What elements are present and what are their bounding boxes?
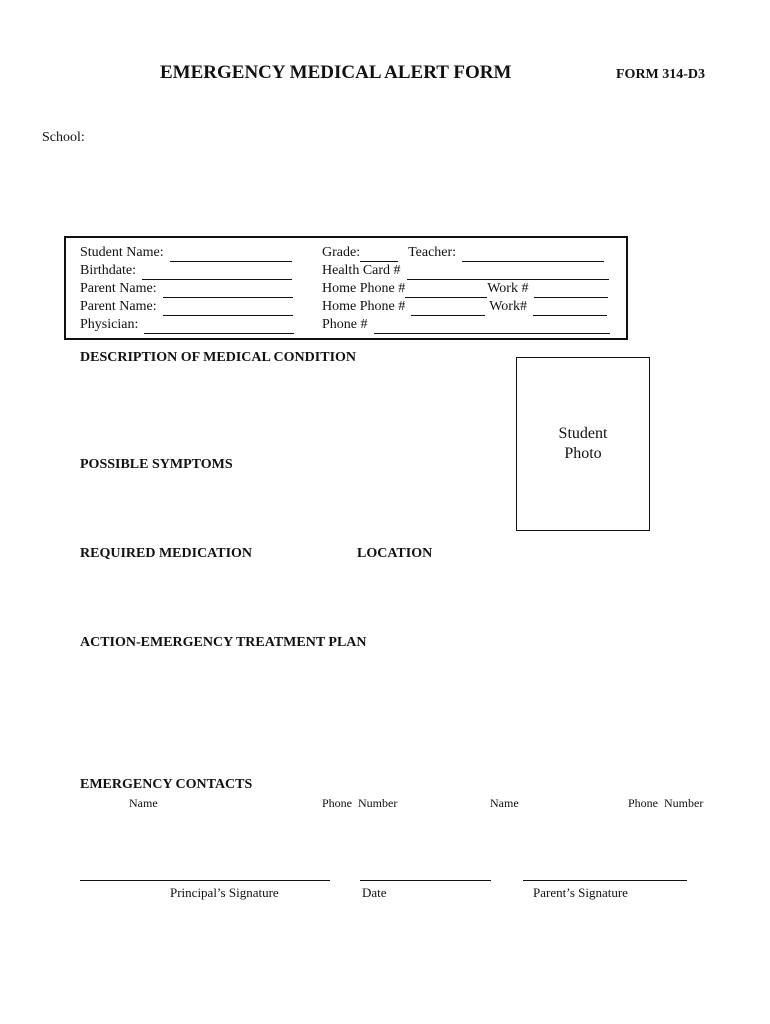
student-photo-box (516, 357, 650, 531)
section-medication: REQUIRED MEDICATION (80, 546, 253, 561)
physician-label: Physician: (80, 317, 139, 332)
phone-label: Phone # (322, 317, 368, 332)
home-phone-2-field[interactable] (322, 298, 610, 316)
photo-label-line1: Student (558, 425, 608, 442)
grade-label: Grade: (322, 245, 361, 260)
student-info-box (64, 236, 628, 340)
section-location: LOCATION (357, 546, 433, 561)
contact-name-1-header: Name (129, 796, 158, 810)
work-1-line[interactable] (534, 284, 608, 298)
home-phone-1-field[interactable] (322, 280, 610, 298)
photo-label-line2: Photo (564, 445, 602, 462)
student-name-line[interactable] (170, 248, 292, 262)
health-card-label: Health Card # (322, 263, 401, 278)
contact-phone-2-header: Phone Number (628, 796, 704, 810)
teacher-line[interactable] (462, 248, 604, 262)
principal-signature-label: Principal’s Signature (170, 885, 279, 900)
date-label: Date (362, 885, 387, 900)
health-card-field[interactable] (322, 262, 610, 280)
physician-field[interactable] (80, 316, 294, 334)
parent-name-2-label: Parent Name: (80, 299, 157, 314)
teacher-label: Teacher: (408, 245, 457, 260)
form-title: EMERGENCY MEDICAL ALERT FORM (160, 62, 512, 83)
parent-name-2-line[interactable] (163, 302, 293, 316)
student-info-left-column (80, 244, 294, 334)
birthdate-line[interactable] (142, 266, 292, 280)
principal-signature-line[interactable] (80, 880, 330, 881)
home-phone-1-line[interactable] (405, 284, 487, 298)
birthdate-label: Birthdate: (80, 263, 136, 278)
work-1-label: Work # (487, 281, 529, 296)
form-code: FORM 314-D3 (616, 67, 706, 82)
student-name-field[interactable] (80, 244, 294, 262)
student-info-right-column (322, 244, 610, 334)
physician-line[interactable] (144, 320, 294, 334)
phone-line[interactable] (374, 320, 610, 334)
student-name-label: Student Name: (80, 245, 164, 260)
parent-name-1-line[interactable] (163, 284, 293, 298)
home-phone-2-label: Home Phone # (322, 299, 406, 314)
parent-name-2-field[interactable] (80, 298, 294, 316)
section-symptoms: POSSIBLE SYMPTOMS (80, 457, 233, 472)
contact-name-2-header: Name (490, 796, 519, 810)
section-emergency-contacts: EMERGENCY CONTACTS (80, 777, 253, 792)
parent-name-1-field[interactable] (80, 280, 294, 298)
work-2-label: Work# (489, 299, 527, 314)
parent-name-1-label: Parent Name: (80, 281, 157, 296)
birthdate-field[interactable] (80, 262, 294, 280)
phone-field[interactable] (322, 316, 610, 334)
parent-signature-label: Parent’s Signature (533, 885, 628, 900)
date-line[interactable] (360, 880, 491, 881)
section-description: DESCRIPTION OF MEDICAL CONDITION (80, 350, 357, 365)
contact-phone-1-header: Phone Number (322, 796, 398, 810)
home-phone-2-line[interactable] (411, 302, 485, 316)
grade-teacher-field[interactable] (322, 244, 610, 262)
health-card-line[interactable] (407, 266, 609, 280)
work-2-line[interactable] (533, 302, 607, 316)
grade-line[interactable] (360, 248, 398, 262)
parent-signature-line[interactable] (523, 880, 687, 881)
school-label: School: (42, 130, 85, 145)
home-phone-1-label: Home Phone # (322, 281, 406, 296)
section-action-plan: ACTION-EMERGENCY TREATMENT PLAN (80, 635, 367, 650)
